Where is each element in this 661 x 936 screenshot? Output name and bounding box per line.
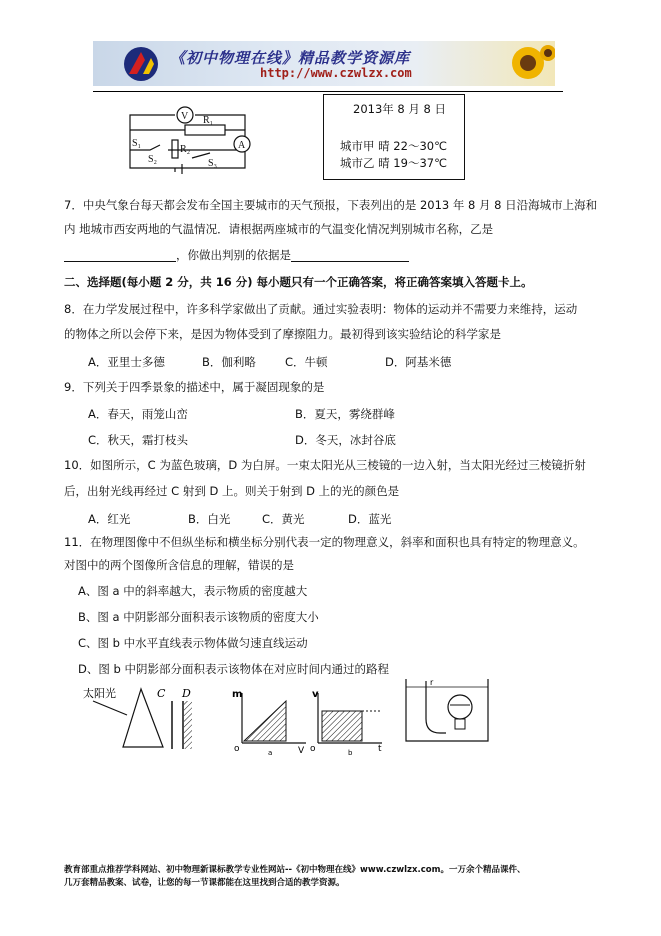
- q7-line2: 内 地城市西安两地的气温情况．请根据两座城市的气温变化情况判别城市名称，乙是: [64, 222, 494, 236]
- graph-a-origin: o: [234, 744, 240, 754]
- bulb-icon: [448, 695, 472, 719]
- q10-option-b: B．白光: [188, 512, 231, 526]
- q9-option-d: D．冬天，冰封谷底: [295, 433, 396, 447]
- q11-option-c: C、图 b 中水平直线表示物体做匀速直线运动: [78, 636, 308, 650]
- q7-answer-blank-2[interactable]: [291, 249, 409, 262]
- page-footer: [64, 864, 604, 890]
- beaker-figure: [400, 675, 495, 745]
- graph-b-x-label: t: [378, 744, 382, 754]
- voltmeter-label: V: [181, 111, 189, 122]
- prism-figure: [75, 683, 215, 753]
- q10-line1: 10．如图所示，C 为蓝色玻璃，D 为白屏。一束太阳光从三棱镜的一边入射，当太阳光经过三棱镜折射: [64, 458, 586, 472]
- banner-title: 《初中物理在线》精品教学资源库: [170, 49, 411, 67]
- graph-b-origin: o: [310, 744, 316, 754]
- site-logo-icon: [121, 44, 161, 84]
- weather-date: 2013年 8 月 8 日: [353, 102, 447, 116]
- q10-option-d: D．蓝光: [348, 512, 392, 526]
- q10-option-c: C．黄光: [262, 512, 305, 526]
- s3-label: S₃: [208, 158, 218, 169]
- q10-line2: 后，出射光线再经过 C 射到 D 上。则关于射到 D 上的光的颜色是: [64, 484, 400, 498]
- q8-line2: 的物体之所以会停下来，是因为物体受到了摩擦阻力。最初得到该实验结论的科学家是: [64, 327, 501, 341]
- sunflower-icon: [488, 41, 555, 86]
- footer-line-1: 教育部重点推荐学科网站、初中物理新课标教学专业性网站--《初中物理在线》www.czwlzx.com。一万余个精品课件、: [64, 865, 526, 875]
- q9-option-b: B．夏天，雾绕群峰: [295, 407, 395, 421]
- circuit-diagram: [120, 100, 260, 180]
- q8-line1: 8．在力学发展过程中，许多科学家做出了贡献。通过实验表明：物体的运动并不需要力来维持，运动: [64, 302, 578, 316]
- glass-c-label: C: [157, 687, 166, 700]
- q10-option-a: A．红光: [88, 512, 131, 526]
- graph-a-y-label: m: [232, 689, 243, 700]
- q9-line1: 9．下列关于四季景象的描述中，属于凝固现象的是: [64, 380, 325, 394]
- q9-option-c: C．秋天，霜打枝头: [88, 433, 189, 447]
- r1-label: R₁: [203, 115, 214, 126]
- graph-a-x-label: V: [298, 746, 305, 756]
- q7-answer-blank-1[interactable]: [64, 249, 176, 262]
- graph-b-y-label: v: [312, 689, 319, 700]
- q11-option-b: B、图 a 中阴影部分面积表示该物质的密度大小: [78, 610, 319, 624]
- q7-line3: [64, 248, 409, 262]
- q8-option-b: B．伽利略: [202, 355, 256, 369]
- r2-label: R₂: [180, 144, 191, 155]
- s1-label: S₁: [132, 138, 142, 149]
- weather-city-a: 城市甲 晴 22～30℃: [340, 139, 447, 153]
- ammeter-label: A: [238, 140, 246, 151]
- weather-city-b: 城市乙 晴 19～37℃: [340, 156, 447, 170]
- q11-option-a: A、图 a 中的斜率越大，表示物质的密度越大: [78, 584, 308, 598]
- graph-a-caption: a: [268, 749, 273, 757]
- footer-line-2: 几万套精品教案、试卷，让您的每一节课都能在这里找到合适的教学资源。: [64, 878, 345, 888]
- q8-option-c: C．牛顿: [285, 355, 328, 369]
- tube-label: r: [430, 678, 434, 687]
- q9-option-a: A．春天，雨笼山峦: [88, 407, 188, 421]
- q8-option-a: A．亚里士多德: [88, 355, 165, 369]
- q11-line2: 对图中的两个图像所含信息的理解，错误的是: [64, 558, 294, 572]
- s2-label: S₂: [148, 154, 158, 165]
- q8-option-d: D．阿基米德: [385, 355, 452, 369]
- header-divider: [93, 91, 563, 92]
- q7-line3-text: ，你做出判别的依据是: [176, 248, 291, 262]
- screen-d-label: D: [182, 687, 191, 700]
- sunlight-label: 太阳光: [83, 687, 116, 700]
- q11-option-d: D、图 b 中阴影部分面积表示该物体在对应时间内通过的路程: [78, 662, 389, 676]
- q7-line1: 7．中央气象台每天都会发布全国主要城市的天气预报，下表列出的是 2013 年 8 月 8 日沿海城市上海和: [64, 198, 598, 212]
- banner-url[interactable]: http://www.czwlzx.com: [260, 66, 412, 80]
- section-2-heading: 二、选择题(每小题 2 分，共 16 分) 每小题只有一个正确答案，将正确答案填入答题卡上。: [64, 275, 533, 289]
- graph-b-caption: b: [348, 749, 353, 757]
- graph-a: [228, 685, 308, 757]
- graph-b: [308, 685, 388, 757]
- q11-line1: 11．在物理图像中不但纵坐标和横坐标分别代表一定的物理意义，斜率和面积也具有特定的物理意义。: [64, 535, 585, 549]
